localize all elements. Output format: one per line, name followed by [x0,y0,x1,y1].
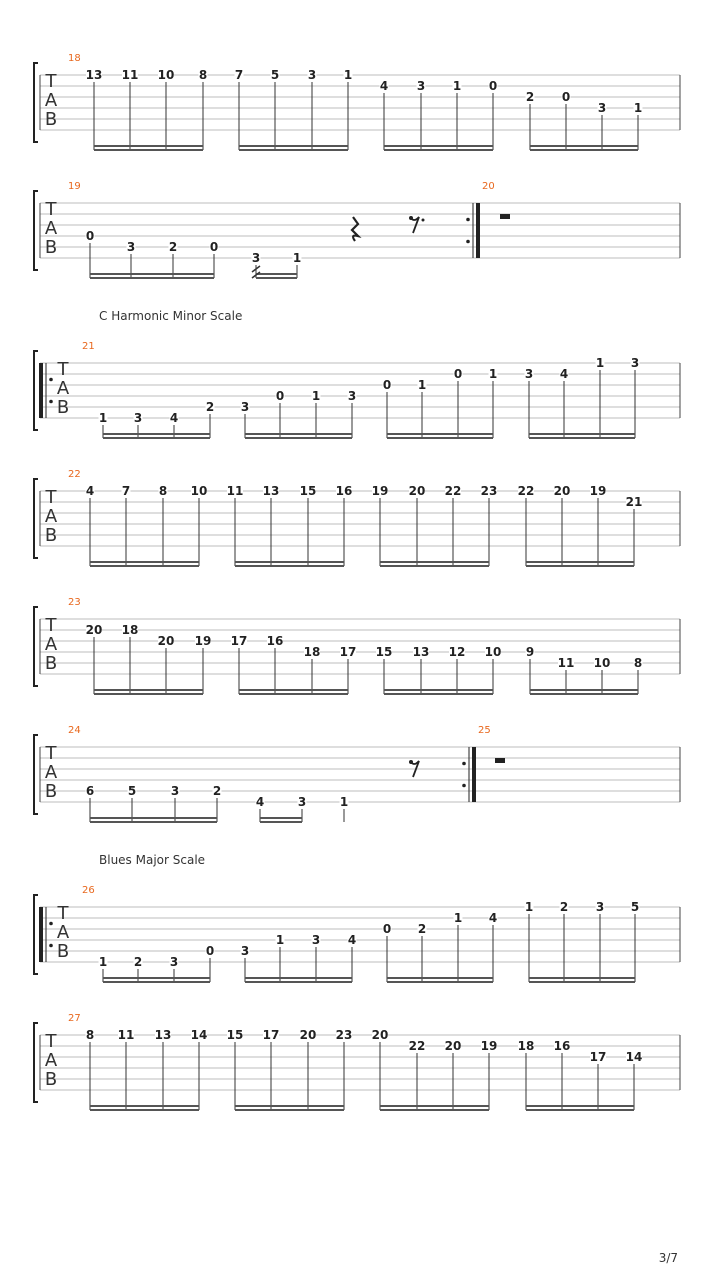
tab-clef-letter: T [45,71,57,92]
repeat-dot [49,922,53,926]
tab-clef-letter: A [44,90,58,111]
measure-number: 23 [68,597,81,608]
fret-number: 16 [335,484,353,498]
fret-number: 19 [194,634,212,648]
fret-number: 4 [169,411,179,425]
fret-number: 17 [230,634,248,648]
repeat-dot [466,218,470,222]
fret-number: 20 [157,634,175,648]
repeat-dot [49,400,53,404]
fret-number: 2 [212,784,222,798]
tab-clef-letter: T [45,199,57,220]
fret-number: 10 [593,656,611,670]
fret-number: 12 [448,645,466,659]
system-bracket [34,479,38,558]
system-bracket [34,191,38,270]
system-bracket [34,735,38,814]
fret-number: 3 [307,68,317,82]
repeat-start-thick-bar [39,907,43,962]
page-number: 3/7 [658,1251,678,1265]
repeat-dot [49,944,53,948]
repeat-dot [466,240,470,244]
tab-clef-letter: A [44,762,58,783]
fret-number: 16 [553,1039,571,1053]
fret-number: 3 [297,795,307,809]
fret-number: 14 [625,1050,643,1064]
fret-number: 19 [589,484,607,498]
fret-number: 10 [157,68,175,82]
fret-number: 1 [453,911,463,925]
fret-number: 3 [170,784,180,798]
fret-number: 1 [311,389,321,403]
tab-clef-letter: B [44,237,58,258]
tab-clef-letter: B [44,653,58,674]
repeat-end-thick-bar [472,747,476,802]
fret-number: 17 [262,1028,280,1042]
tab-clef-letter: B [44,1069,58,1090]
fret-number: 3 [347,389,357,403]
fret-number: 2 [205,400,215,414]
fret-number: 11 [121,68,139,82]
fret-number: 2 [168,240,178,254]
measure-number: 24 [68,725,81,736]
tab-clef-letter: T [57,359,69,380]
tab-clef-letter: A [56,378,70,399]
fret-number: 10 [190,484,208,498]
fret-number: 13 [412,645,430,659]
fret-number: 15 [299,484,317,498]
fret-number: 1 [275,933,285,947]
tab-clef-letter: B [56,397,70,418]
tab-clef-letter: T [45,743,57,764]
system-bracket [34,63,38,142]
fret-number: 7 [121,484,131,498]
fret-number: 20 [299,1028,317,1042]
fret-number: 18 [517,1039,535,1053]
fret-number: 10 [484,645,502,659]
fret-number: 1 [452,79,462,93]
fret-number: 5 [270,68,280,82]
fret-number: 4 [379,79,389,93]
repeat-dot [462,784,466,788]
fret-number: 3 [240,944,250,958]
fret-number: 4 [85,484,95,498]
fret-number: 23 [335,1028,353,1042]
measure-number: 21 [82,341,95,352]
fret-number: 0 [382,378,392,392]
system-bracket [34,895,38,974]
fret-number: 20 [85,623,103,637]
fret-number: 22 [444,484,462,498]
tab-clef-letter: T [45,487,57,508]
measure-number: 22 [68,469,81,480]
fret-number: 3 [630,356,640,370]
fret-number: 3 [240,400,250,414]
rest-dot [422,219,425,222]
fret-number: 13 [154,1028,172,1042]
repeat-end-thick-bar [476,203,480,258]
fret-number: 0 [382,922,392,936]
fret-number: 1 [488,367,498,381]
fret-number: 9 [525,645,535,659]
fret-number: 4 [488,911,498,925]
fret-number: 16 [266,634,284,648]
fret-number: 21 [625,495,643,509]
fret-number: 0 [205,944,215,958]
fret-number: 2 [559,900,569,914]
fret-number: 2 [417,922,427,936]
tab-clef-letter: A [44,218,58,239]
fret-number: 1 [343,68,353,82]
fret-number: 4 [559,367,569,381]
fret-number: 2 [525,90,535,104]
tab-clef-letter: A [44,1050,58,1071]
fret-number: 3 [126,240,136,254]
fret-number: 17 [589,1050,607,1064]
half-rest [500,214,510,219]
section-title: C Harmonic Minor Scale [99,309,243,323]
measure-number: 19 [68,181,81,192]
fret-number: 7 [234,68,244,82]
fret-number: 3 [169,955,179,969]
tab-clef-letter: T [45,615,57,636]
fret-number: 8 [198,68,208,82]
fret-number: 11 [226,484,244,498]
fret-number: 5 [127,784,137,798]
fret-number: 8 [158,484,168,498]
fret-number: 15 [226,1028,244,1042]
fret-number: 0 [85,229,95,243]
fret-number: 0 [453,367,463,381]
fret-number: 1 [98,955,108,969]
fret-number: 11 [557,656,575,670]
tab-clef-letter: A [44,634,58,655]
fret-number: 2 [133,955,143,969]
fret-number: 22 [517,484,535,498]
fret-number: 13 [85,68,103,82]
section-title: Blues Major Scale [99,853,206,867]
fret-number: 4 [347,933,357,947]
rest-head [409,760,413,764]
fret-number: 22 [408,1039,426,1053]
fret-number: 1 [524,900,534,914]
fret-number: 20 [553,484,571,498]
fret-number: 1 [292,251,302,265]
fret-number: 0 [561,90,571,104]
fret-number: 3 [251,251,261,265]
tab-clef-letter: A [56,922,70,943]
tab-clef-letter: A [44,506,58,527]
fret-number: 3 [595,900,605,914]
fret-number: 19 [480,1039,498,1053]
fret-number: 1 [339,795,349,809]
fret-number: 20 [444,1039,462,1053]
fret-number: 0 [275,389,285,403]
measure-number: 27 [68,1013,81,1024]
fret-number: 13 [262,484,280,498]
fret-number: 3 [311,933,321,947]
fret-number: 18 [303,645,321,659]
fret-number: 11 [117,1028,135,1042]
fret-number: 8 [633,656,643,670]
fret-number: 0 [209,240,219,254]
quarter-rest [352,217,358,241]
tab-clef-letter: T [57,903,69,924]
fret-number: 1 [98,411,108,425]
fret-number: 1 [417,378,427,392]
fret-number: 3 [524,367,534,381]
fret-number: 3 [133,411,143,425]
fret-number: 1 [633,101,643,115]
repeat-dot [462,762,466,766]
fret-number: 23 [480,484,498,498]
fret-number: 0 [488,79,498,93]
fret-number: 4 [255,795,265,809]
fret-number: 20 [371,1028,389,1042]
fret-number: 18 [121,623,139,637]
measure-number: 18 [68,53,81,64]
system-bracket [34,1023,38,1102]
tab-clef-letter: B [44,781,58,802]
fret-number: 14 [190,1028,208,1042]
repeat-dot [49,378,53,382]
fret-number: 8 [85,1028,95,1042]
fret-number: 3 [597,101,607,115]
fret-number: 17 [339,645,357,659]
measure-number: 25 [478,725,491,736]
half-rest [495,758,505,763]
fret-number: 20 [408,484,426,498]
tab-clef-letter: B [56,941,70,962]
fret-number: 5 [630,900,640,914]
fret-number: 19 [371,484,389,498]
tab-clef-letter: B [44,525,58,546]
rest-head [409,216,413,220]
fret-number: 6 [85,784,95,798]
fret-number: 1 [595,356,605,370]
fret-number: 3 [416,79,426,93]
repeat-start-thick-bar [39,363,43,418]
measure-number: 26 [82,885,95,896]
tab-clef-letter: T [45,1031,57,1052]
measure-number: 20 [482,181,495,192]
tab-clef-letter: B [44,109,58,130]
system-bracket [34,607,38,686]
system-bracket [34,351,38,430]
fret-number: 15 [375,645,393,659]
